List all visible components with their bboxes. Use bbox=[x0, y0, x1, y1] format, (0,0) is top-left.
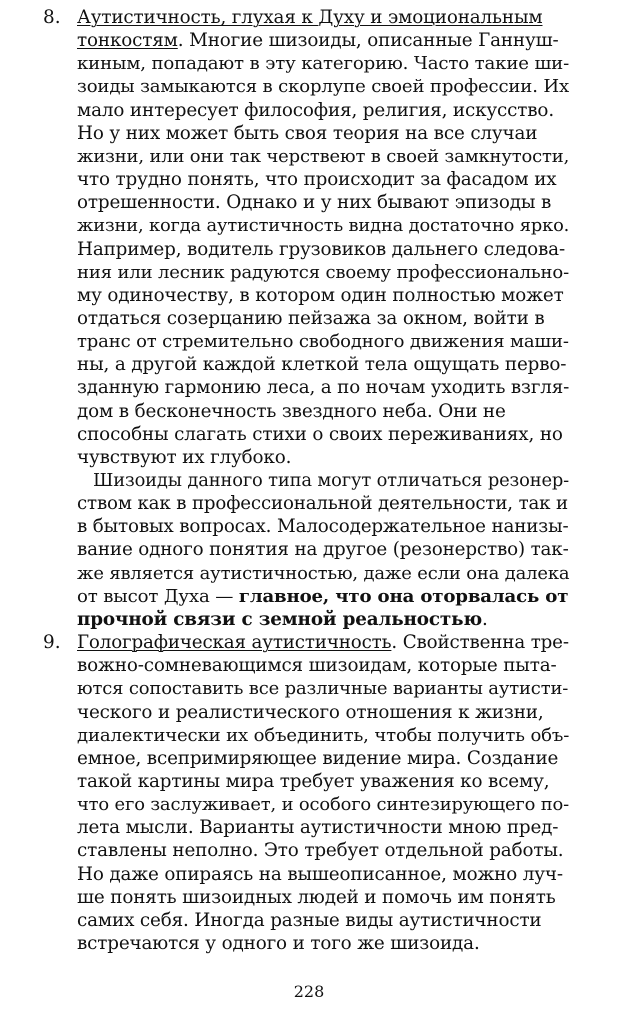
text-run: . Свойственна тре- bbox=[391, 632, 569, 654]
text-run: лета мысли. Варианты аутистичности мною пред- bbox=[77, 817, 559, 839]
text-line bbox=[77, 816, 571, 839]
text-run: чувствуют их глубоко. bbox=[77, 446, 292, 468]
text-run: ческого и реалистического отношения к жизни, bbox=[77, 701, 544, 723]
text-line bbox=[77, 191, 571, 214]
text-line bbox=[77, 75, 571, 98]
text-line bbox=[77, 145, 571, 168]
text-line bbox=[77, 585, 571, 608]
text-line bbox=[77, 214, 571, 237]
text-run: дом в бесконечность звездного неба. Они не bbox=[77, 400, 506, 422]
text-line bbox=[77, 677, 571, 700]
text-line bbox=[77, 6, 571, 29]
text-run: . Многие шизоиды, описанные Ганнуш- bbox=[177, 30, 559, 52]
text-run: зоиды замыкаются в скорлупе своей профессии. Их bbox=[77, 76, 570, 98]
text-line bbox=[77, 863, 571, 886]
text-line bbox=[77, 99, 571, 122]
text-run: что трудно понять, что происходит за фасадом их bbox=[77, 169, 557, 191]
text-line bbox=[77, 52, 571, 75]
text-line bbox=[77, 423, 571, 446]
text-run: встречаются у одного и того же шизоида. bbox=[77, 933, 480, 954]
text-line bbox=[77, 238, 571, 261]
text-line bbox=[77, 353, 571, 376]
text-run: емное, всепримиряющее видение мира. Создание bbox=[77, 747, 559, 769]
text-run: ше понять шизоидных людей и помочь им понять bbox=[77, 886, 556, 908]
page-number: 228 bbox=[293, 982, 325, 1001]
text-run: зданную гармонию леса, а по ночам уходить взгля- bbox=[77, 377, 570, 399]
text-run: отдаться созерцанию пейзажа за окном, войти в bbox=[77, 307, 545, 329]
text-run: в бытовых вопросах. Малосодержательное нанизы- bbox=[77, 516, 569, 538]
text-run: жизни, когда аутистичность видна достаточно ярко. bbox=[77, 215, 570, 237]
text-run: такой картины мира требует уважения ко всему, bbox=[77, 770, 550, 792]
text-line bbox=[93, 469, 571, 492]
text-line bbox=[77, 122, 571, 145]
text-run: способны слагать стихи о своих переживаниях, но bbox=[77, 423, 563, 445]
text-line bbox=[77, 400, 571, 423]
text-run: мало интересует философия, религия, искусство. bbox=[77, 99, 554, 121]
text-run: отрешенности. Однако и у них бывают эпизоды в bbox=[77, 192, 552, 214]
text-run: ставлены неполно. Это требует отдельной работы. bbox=[77, 840, 564, 862]
list-number: 9. bbox=[43, 632, 61, 654]
text-run: Но даже опираясь на вышеописанное, можно луч- bbox=[77, 863, 563, 885]
text-line bbox=[77, 747, 571, 770]
text-line bbox=[77, 654, 571, 677]
text-run: самих себя. Иногда разные виды аутистичности bbox=[77, 909, 542, 931]
underlined-heading: Голографическая аутистичность bbox=[77, 632, 392, 654]
underlined-heading: Аутистичность, глухая к Духу и эмоциональным bbox=[77, 7, 543, 28]
text-run: жизни, или они так черствеют в своей замкнутости, bbox=[77, 145, 570, 167]
text-line bbox=[77, 631, 571, 654]
text-line bbox=[77, 562, 571, 585]
text-line bbox=[77, 724, 571, 747]
text-line bbox=[77, 538, 571, 561]
text-run: от высот Духа — bbox=[77, 585, 239, 607]
bold-text: прочной связи с земной реальностью bbox=[77, 608, 483, 630]
text-run: что его заслуживает, и особого синтезирующего по- bbox=[77, 794, 570, 816]
text-run: Например, водитель грузовиков дальнего следова- bbox=[77, 238, 565, 260]
text-run: ны, а другой каждой клеткой тела ощущать перво- bbox=[77, 354, 567, 376]
text-run: киным, попадают в эту категорию. Часто такие ши- bbox=[77, 53, 570, 75]
text-line bbox=[77, 376, 571, 399]
text-line bbox=[77, 492, 571, 515]
underlined-heading: тонкостям bbox=[77, 30, 178, 52]
text-line bbox=[77, 261, 571, 284]
text-line bbox=[77, 701, 571, 724]
text-line bbox=[77, 168, 571, 191]
text-run: диалектически их объединить, чтобы получить объ- bbox=[77, 724, 570, 746]
text-line bbox=[77, 515, 571, 538]
text-line bbox=[77, 932, 571, 955]
text-run: му одиночеству, в котором один полностью может bbox=[77, 284, 564, 306]
text-run: . bbox=[482, 608, 488, 630]
bold-text: главное, что она оторвалась от bbox=[238, 585, 569, 607]
text-run: Но у них может быть своя теория на все случаи bbox=[77, 122, 538, 144]
text-line bbox=[77, 307, 571, 330]
text-line bbox=[77, 770, 571, 793]
text-run: ются сопоставить все различные варианты аутисти- bbox=[77, 678, 569, 700]
text-line bbox=[77, 839, 571, 862]
text-run: вожно-сомневающимся шизоидам, которые пыта- bbox=[77, 655, 557, 677]
text-run: ством как в профессиональной деятельности, так и bbox=[77, 493, 568, 515]
text-run: ния или лесник радуются своему профессионально- bbox=[77, 261, 570, 283]
text-run: вание одного понятия на другое (резонерство) так- bbox=[77, 539, 569, 561]
text-run: транс от стремительно свободного движения маши- bbox=[77, 331, 569, 353]
text-line bbox=[77, 330, 571, 353]
text-line bbox=[77, 29, 571, 52]
text-run: Шизоиды данного типа могут отличаться резонер- bbox=[93, 470, 570, 491]
text-line bbox=[77, 886, 571, 909]
text-line bbox=[77, 608, 571, 631]
text-line bbox=[77, 793, 571, 816]
text-line bbox=[77, 446, 571, 469]
list-number: 8. bbox=[43, 7, 61, 28]
text-line bbox=[77, 909, 571, 932]
text-line bbox=[77, 284, 571, 307]
text-run: же является аутистичностью, даже если она далека bbox=[77, 562, 570, 584]
